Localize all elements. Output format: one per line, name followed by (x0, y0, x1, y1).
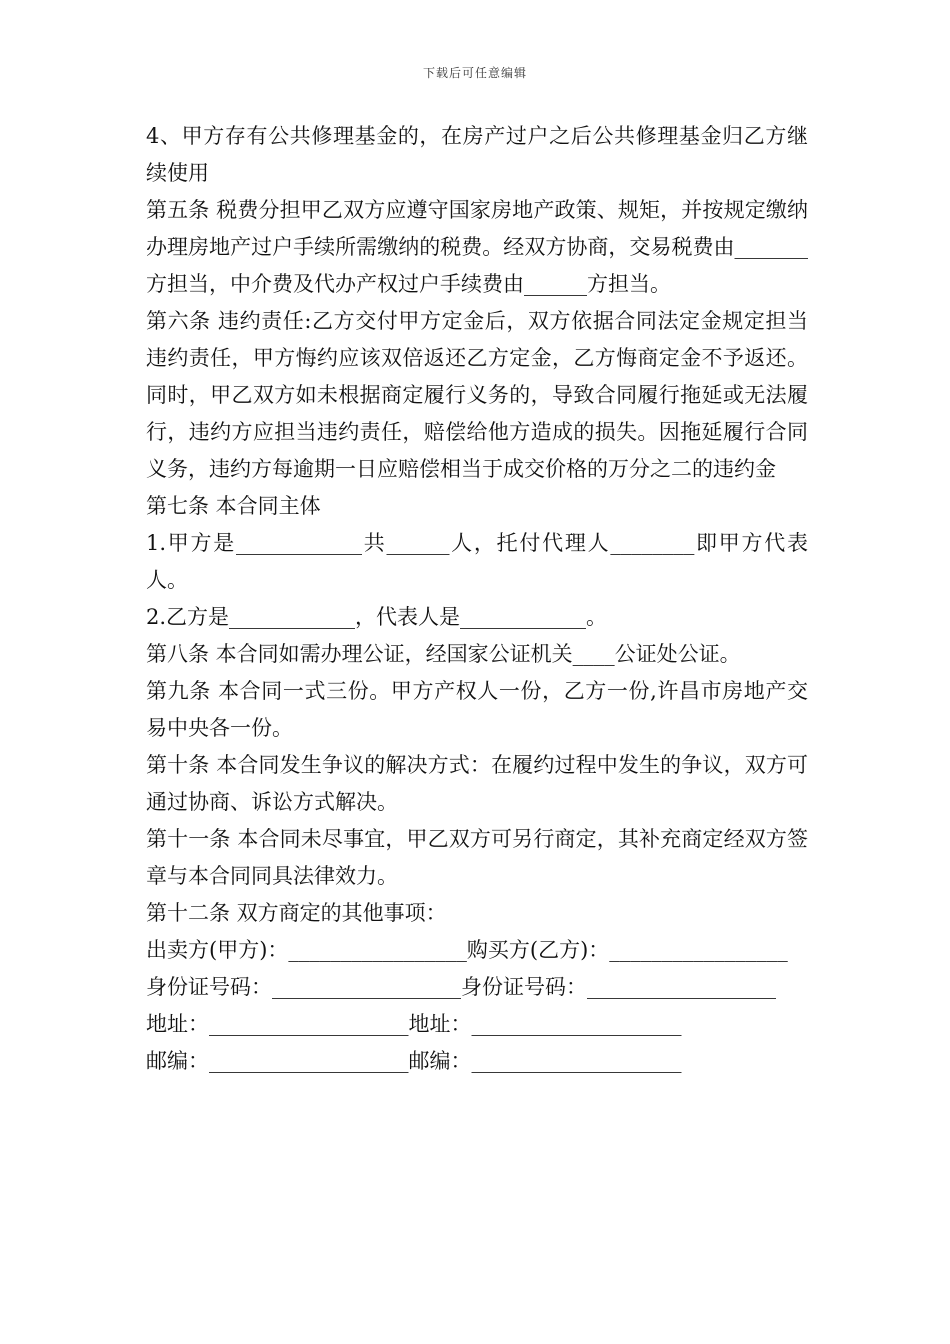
signature-seller-buyer: 出卖方(甲方)：_________________购买方(乙方)：_________________ (146, 938, 788, 962)
article-8-notarization: 第八条 本合同如需办理公证，经国家公证机关____公证处公证。 (146, 642, 741, 666)
article-7-heading: 第七条 本合同主体 (146, 494, 321, 518)
article-7-party-a: 1.甲方是____________共______人，托付代理人________即甲方代表人。 (146, 531, 808, 592)
signature-addresses: 地址：___________________地址：____________________ (146, 1012, 682, 1036)
signature-id-numbers: 身份证号码：__________________身份证号码：__________________ (146, 975, 776, 999)
article-7-party-b: 2.乙方是____________，代表人是____________。 (146, 605, 608, 629)
article-5-taxes: 第五条 税费分担甲乙双方应遵守国家房地产政策、规矩，并按规定缴纳办理房地产过户手续所需缴纳的税费。经双方协商，交易税费由_______方担当，中介费及代办产权过户手续费由______方担当。 (146, 198, 808, 296)
contract-body (146, 118, 808, 1080)
article-11-supplements: 第十一条 本合同未尽事宜，甲乙双方可另行商定，其补充商定经双方签章与本合同同具法律效力。 (146, 827, 808, 888)
clause-4-maintenance-fund: 4、甲方存有公共修理基金的，在房产过户之后公共修理基金归乙方继续使用 (146, 124, 808, 185)
signature-postcodes: 邮编：___________________邮编：____________________ (146, 1049, 682, 1073)
article-9-copies: 第九条 本合同一式三份。甲方产权人一份，乙方一份,许昌市房地产交易中央各一份。 (146, 679, 808, 740)
page-header-note: 下载后可任意编辑 (422, 66, 527, 80)
article-6-breach: 第六条 违约责任:乙方交付甲方定金后，双方依据合同法定金规定担当违约责任，甲方悔约应该双倍返还乙方定金，乙方悔商定金不予返还。同时，甲乙双方如未根据商定履行义务的，导致合同履行拖延或无法履行，违约方应担当违约责任，赔偿给他方造成的损失。因拖延履行合同义务，违约方每逾期一日应赔偿相当于成交价格的万分之二的违约金 (146, 309, 808, 481)
article-12-other-matters: 第十二条 双方商定的其他事项： (146, 901, 447, 925)
article-10-disputes: 第十条 本合同发生争议的解决方式：在履约过程中发生的争议，双方可通过协商、诉讼方式解决。 (146, 753, 808, 814)
